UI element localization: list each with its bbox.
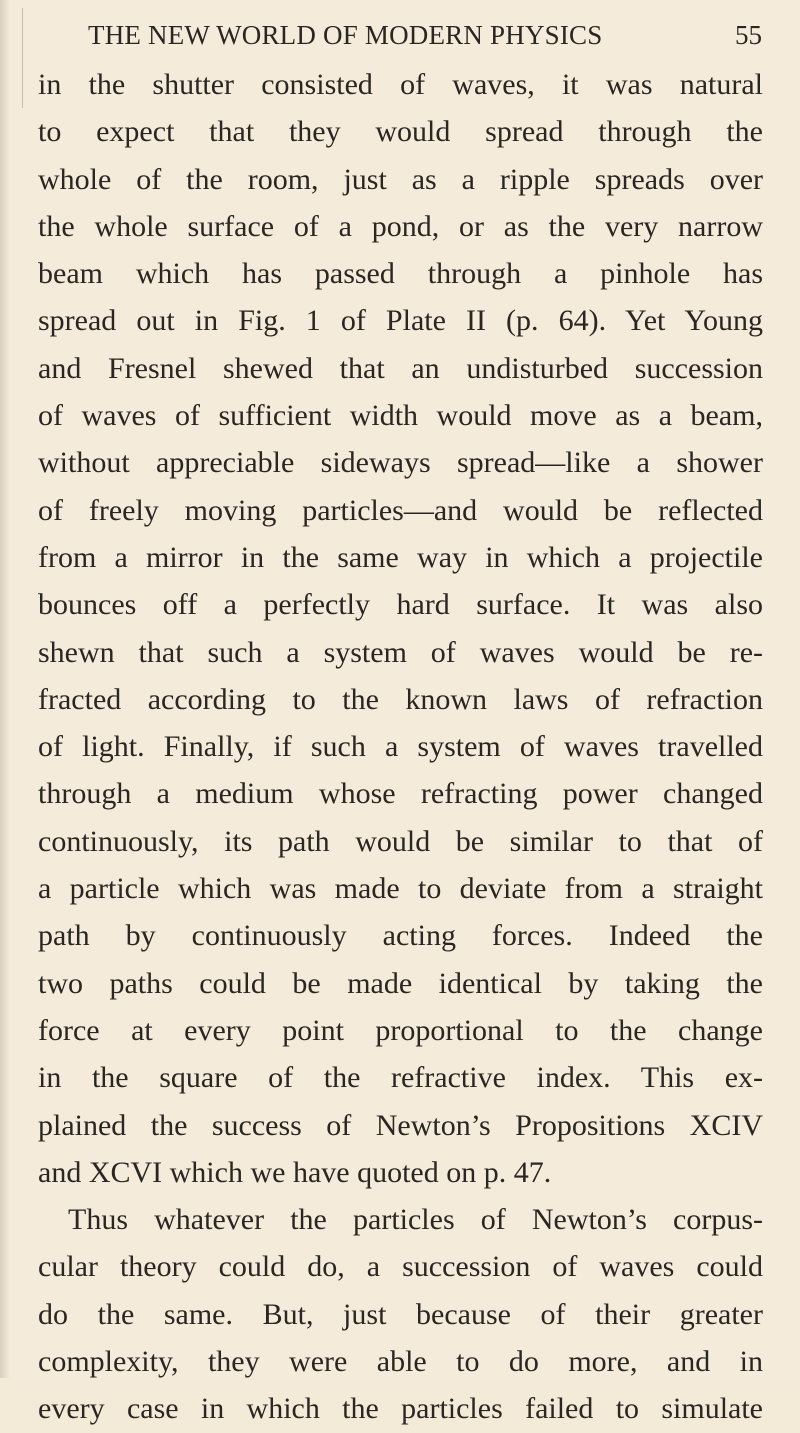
text-line: continuously, its path would be similar to that of	[38, 824, 763, 858]
text-line: fracted according to the known laws of refraction	[38, 682, 763, 716]
text-line: spread out in Fig. 1 of Plate II (p. 64). Yet Young	[38, 304, 763, 338]
paragraph-start-line: Thus whatever the particles of Newton’s corpus-	[68, 1203, 763, 1237]
text-line: of freely moving particles—and would be reflected	[38, 493, 763, 527]
text-line: in the shutter consisted of waves, it was natural	[38, 68, 763, 101]
text-line: and Fresnel shewed that an undisturbed succession	[38, 351, 763, 385]
page-number: 55	[735, 20, 762, 50]
running-title: THE NEW WORLD OF MODERN PHYSICS	[88, 20, 603, 50]
text-line: whole of the room, just as a ripple spreads over	[38, 162, 763, 196]
text-line: of waves of sufficient width would move as a beam,	[38, 399, 763, 433]
text-line: two paths could be made identical by taking the	[38, 966, 763, 1000]
text-line: complexity, they were able to do more, and in	[38, 1345, 763, 1379]
text-line: cular theory could do, a succession of waves could	[38, 1250, 763, 1284]
text-line: do the same. But, just because of their greater	[38, 1297, 763, 1331]
text-line: path by continuously acting forces. Indeed the	[38, 919, 763, 953]
running-head	[0, 20, 800, 56]
text-line: every case in which the particles failed to simulate	[38, 1392, 763, 1426]
text-line: beam which has passed through a pinhole has	[38, 257, 763, 291]
text-line: plained the success of Newton’s Propositions XCIV	[38, 1108, 763, 1142]
text-line: without appreciable sideways spread—like a shower	[38, 446, 763, 480]
text-line: to expect that they would spread through the	[38, 115, 763, 149]
gutter-shadow	[0, 0, 10, 1378]
text-line: bounces off a perfectly hard surface. It was also	[38, 588, 763, 622]
text-line: through a medium whose refracting power changed	[38, 777, 763, 811]
text-line: of light. Finally, if such a system of waves travelled	[38, 730, 763, 764]
text-line: force at every point proportional to the change	[38, 1013, 763, 1047]
text-line: in the square of the refractive index. This ex-	[38, 1061, 763, 1095]
text-line: and XCVI which we have quoted on p. 47.	[38, 1155, 552, 1189]
text-line: the whole surface of a pond, or as the very narrow	[38, 209, 763, 243]
text-line: from a mirror in the same way in which a projectile	[38, 540, 763, 574]
text-line: shewn that such a system of waves would be re-	[38, 635, 763, 669]
text-line: a particle which was made to deviate from a straight	[38, 872, 763, 906]
body-text	[38, 61, 763, 1433]
